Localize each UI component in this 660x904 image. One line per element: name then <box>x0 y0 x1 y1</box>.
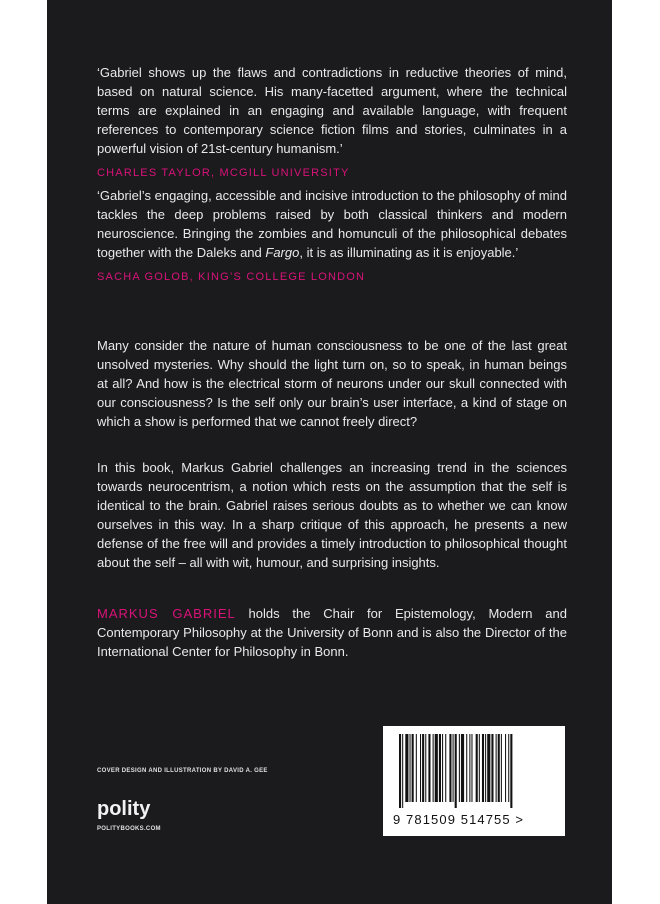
barcode-bars <box>391 734 557 808</box>
review-quote-1 <box>97 63 567 183</box>
barcode-bar <box>461 734 464 802</box>
barcode-bar <box>466 734 467 802</box>
barcode-bar <box>455 734 457 808</box>
barcode-bar <box>402 734 403 808</box>
book-back-cover <box>47 0 612 904</box>
review-quote-2-text <box>97 186 567 262</box>
barcode-bar <box>501 734 502 802</box>
review-quote-1-text: ‘Gabriel shows up the flaws and contradictions in reductive theories of mind, based on natural science. His many-facetted argument, where the technical terms are explained in an engaging and available language, with frequent references to contemporary science fiction films and stories, culminates in a powerful vision of 21st-century humanism.’ <box>97 65 567 156</box>
barcode-bar <box>433 734 434 802</box>
author-bio-text: holds the Chair for Epistemology, Modern and Contemporary Philosophy at the University of Bonn and is also the Director of the International Center for Philosophy in Bonn. <box>97 606 567 659</box>
barcode-bar <box>479 734 480 802</box>
barcode-bar <box>498 734 500 802</box>
review-quote-2-text-end: , it is as illuminating as it is enjoyable.’ <box>299 245 519 260</box>
barcode-bar <box>487 734 490 802</box>
barcode-bar <box>476 734 478 802</box>
review-quote-1-attribution: CHARLES TAYLOR, MCGILL UNIVERSITY <box>97 167 350 179</box>
barcode-bar <box>410 734 411 802</box>
barcode-bar <box>469 734 470 802</box>
barcode-bar <box>422 734 424 802</box>
barcode-bar <box>416 734 417 802</box>
author-name: MARKUS GABRIEL <box>97 606 236 621</box>
barcode-bar <box>459 734 460 802</box>
barcode-bar <box>505 734 506 802</box>
isbn-number: 9 781509 514755 > <box>393 812 525 827</box>
cover-credit: COVER DESIGN AND ILLUSTRATION BY DAVID A. GEE <box>97 768 268 774</box>
author-bio <box>97 604 567 661</box>
barcode-bar <box>445 734 446 802</box>
barcode-bar <box>399 734 401 808</box>
review-quote-2-text-start: ‘Gabriel’s engaging, accessible and incisive introduction to the philosophy of mind tackles the deep problems raised by both classical thinkers and modern neuroscience. Bringing the zombies and homunculi of the philosophical debates together with the Daleks and <box>97 188 567 260</box>
barcode-bar <box>496 734 497 802</box>
barcode-bar <box>428 734 430 802</box>
barcode-bar <box>471 734 472 802</box>
barcode-bar <box>442 734 443 802</box>
barcode-bar <box>425 734 426 802</box>
review-quote-2 <box>97 186 567 287</box>
publisher-logo: polity <box>97 798 151 820</box>
barcode-bar <box>405 734 408 802</box>
publisher-website: POLITYBOOKS.COM <box>97 826 161 832</box>
barcode-bar <box>449 734 451 802</box>
barcode-bar <box>435 734 438 802</box>
barcode-bar <box>508 734 509 802</box>
isbn-barcode <box>383 726 565 836</box>
barcode-bar <box>491 734 493 802</box>
blurb-paragraph-1: Many consider the nature of human consciousness to be one of the last great unsolved mysteries. Why should the light turn on, so to speak, in human beings at all? And how is the electrical storm of neurons under our skull connected with our consciousness? Is the self only our brain’s user interface, a kind of stage on which a show is performed that we cannot freely direct? <box>97 338 567 429</box>
review-quote-2-attribution: SACHA GOLOB, KING’S COLLEGE LONDON <box>97 271 366 283</box>
barcode-bar <box>453 734 454 802</box>
barcode-bar <box>439 734 441 802</box>
barcode-bar <box>482 734 484 802</box>
barcode-bar <box>420 734 421 802</box>
barcode-bar <box>485 734 486 802</box>
blurb-paragraph-2: In this book, Markus Gabriel challenges an increasing trend in the sciences towards neurocentrism, a notion which rests on the assumption that the self is identical to the brain. Gabriel raises serious doubts as to whether we can know ourselves in this way. In a sharp critique of this approach, he presents a new defense of the free will and provides a timely introduction to philosophical thought about the self – all with wit, humour, and surprising insights. <box>97 460 567 570</box>
barcode-bar <box>412 734 414 802</box>
review-quote-2-italic-title: Fargo <box>265 245 300 260</box>
barcode-bar <box>510 734 512 808</box>
